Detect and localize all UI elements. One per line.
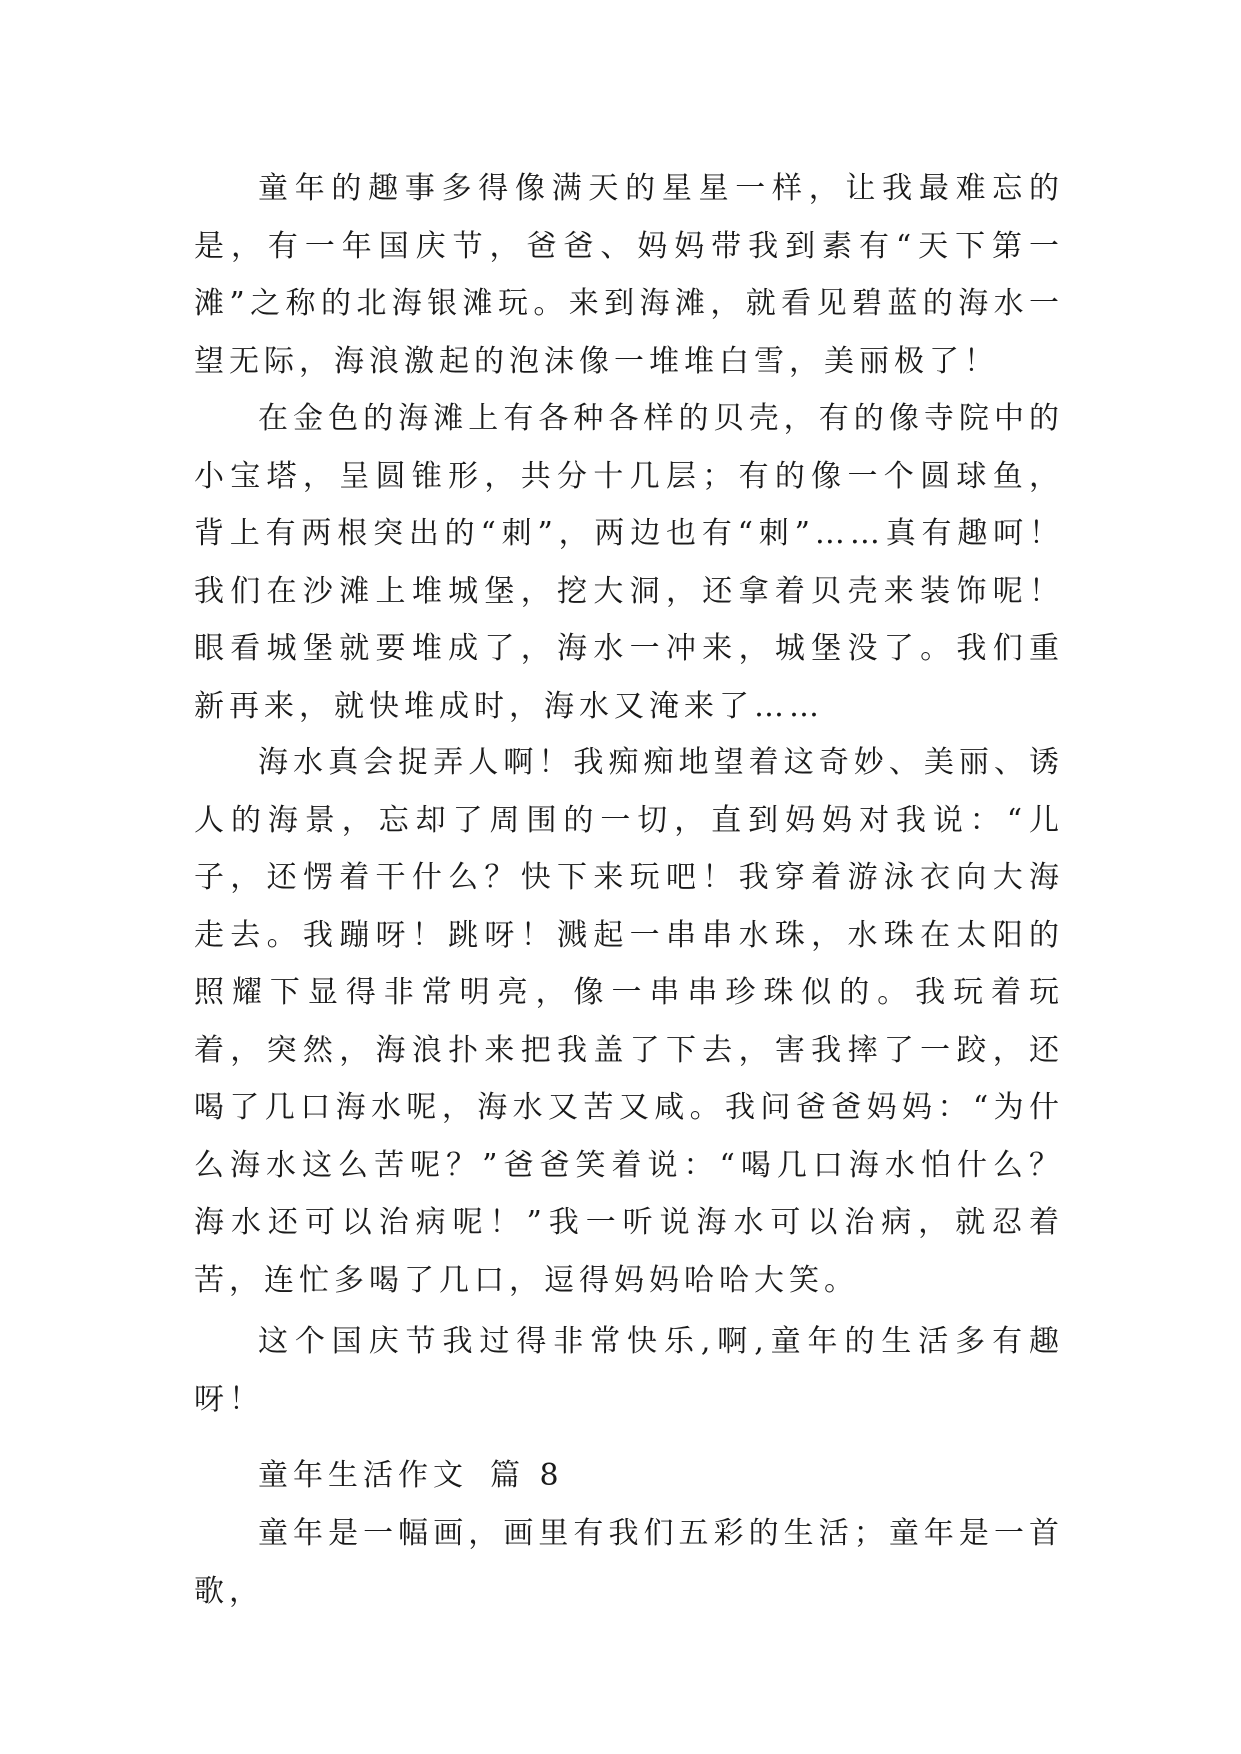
paragraph-1: 童年的趣事多得像满天的星星一样，让我最难忘的是，有一年国庆节，爸爸、妈妈带我到素有“天下第一滩”之称的北海银滩玩。来到海滩，就看见碧蓝的海水一望无际，海浪激起的泡沫像一堆堆白雪，美丽极了！ (194, 171, 1064, 379)
section-title: 童年生活作文 (258, 1458, 468, 1493)
section-heading (258, 1447, 1128, 1505)
paragraph-4: 这个国庆节我过得非常快乐,啊,童年的生活多有趣呀！ (194, 1324, 1064, 1417)
paragraph-2: 在金色的海滩上有各种各样的贝壳，有的像寺院中的小宝塔，呈圆锥形，共分十几层；有的像一个圆球鱼，背上有两根突出的“刺”，两边也有“刺”……真有趣呵！我们在沙滩上堆城堡，挖大洞，还拿着贝壳来装饰呢！眼看城堡就要堆成了，海水一冲来，城堡没了。我们重新再来，就快堆成时，海水又淹来了…… (194, 401, 1064, 724)
section-number: 篇 8 (490, 1458, 564, 1493)
paragraph-3: 海水真会捉弄人啊！我痴痴地望着这奇妙、美丽、诱人的海景，忘却了周围的一切，直到妈妈对我说：“儿子，还愣着干什么？快下来玩吧！我穿着游泳衣向大海走去。我蹦呀！跳呀！溅起一串串水珠，水珠在太阳的照耀下显得非常明亮，像一串串珍珠似的。我玩着玩着，突然，海浪扑来把我盖了下去，害我摔了一跤，还喝了几口海水呢，海水又苦又咸。我问爸爸妈妈：“为什么海水这么苦呢？”爸爸笑着说：“喝几口海水怕什么？海水还可以治病呢！”我一听说海水可以治病，就忍着苦，连忙多喝了几口，逗得妈妈哈哈大笑。 (194, 745, 1064, 1298)
paragraph-5: 童年是一幅画，画里有我们五彩的生活；童年是一首歌， (194, 1516, 1064, 1609)
